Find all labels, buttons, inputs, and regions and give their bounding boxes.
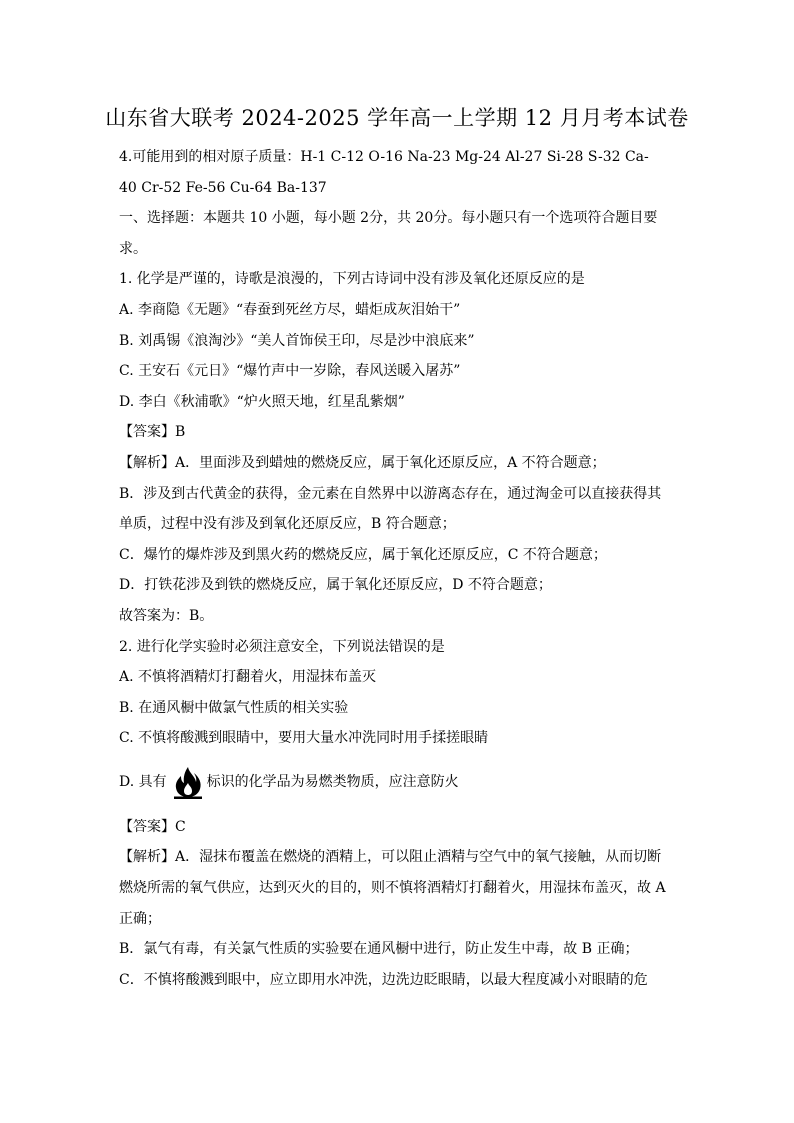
question-1-analysis-line: C．爆竹的爆炸涉及到黑火药的燃烧反应，属于氧化还原反应，C 不符合题意； xyxy=(119,546,607,563)
question-1-analysis-line: 单质，过程中没有涉及到氧化还原反应，B 符合题意； xyxy=(119,516,456,533)
section-heading-line: 一、选择题：本题共 10 小题，每小题 2分，共 20分。每小题只有一个选项符合题目要 xyxy=(119,210,658,227)
question-2-option-d-suffix: 标识的化学品为易燃类物质，应注意防火 xyxy=(206,773,459,790)
question-2-option-a: A. 不慎将酒精灯打翻着火，用湿抹布盖灭 xyxy=(119,669,377,686)
question-2-analysis-line: 燃烧所需的氧气供应，达到灭火的目的，则不慎将酒精灯打翻着火，用湿抹布盖灭，故 A xyxy=(119,880,666,897)
question-1-option-d: D. 李白《秋浦歌》“炉火照天地，红星乱紫烟” xyxy=(119,393,405,410)
question-2-analysis-line: C．不慎将酸溅到眼中，应立即用水冲洗，边洗边眨眼睛，以最大程度减小对眼睛的危 xyxy=(119,971,648,988)
exam-title: 山东省大联考 2024-2025 学年高一上学期 12 月月考本试卷 xyxy=(105,106,689,130)
question-2-option-b: B. 在通风橱中做氯气性质的相关实验 xyxy=(119,699,349,716)
question-1-option-c: C. 王安石《元日》“爆竹声中一岁除，春风送暖入屠苏” xyxy=(119,363,461,380)
question-2-analysis-line: 【解析】A．湿抹布覆盖在燃烧的酒精上，可以阻止酒精与空气中的氧气接触，从而切断 xyxy=(119,849,662,866)
atomic-mass-note-line: 4.可能用到的相对原子质量：H-1 C-12 O-16 Na-23 Mg-24 Al-27 Si-28 S-32 Ca- xyxy=(119,149,649,165)
question-2-analysis-line: 正确； xyxy=(119,910,161,927)
question-1-option-a: A. 李商隐《无题》“春蚕到死丝方尽，蜡炬成灰泪始干” xyxy=(119,301,461,318)
question-1-answer: 【答案】B xyxy=(119,424,186,441)
question-1-stem: 1. 化学是严谨的，诗歌是浪漫的，下列古诗词中没有涉及氧化还原反应的是 xyxy=(119,271,585,288)
question-1-analysis-line: 故答案为：B。 xyxy=(119,607,214,624)
question-2-answer: 【答案】C xyxy=(119,818,186,835)
question-1-analysis-line: B．涉及到古代黄金的获得，金元素在自然界中以游离态存在，通过淘金可以直接获得其 xyxy=(119,485,662,502)
question-2-option-d xyxy=(119,756,679,808)
question-2-option-c: C. 不慎将酸溅到眼睛中，要用大量水冲洗同时用手揉搓眼睛 xyxy=(119,730,489,747)
document-body xyxy=(119,142,679,995)
question-2-option-d-prefix: D. 具有 xyxy=(119,773,167,790)
question-1-analysis-line: D．打铁花涉及到铁的燃烧反应，属于氧化还原反应，D 不符合题意； xyxy=(119,577,552,594)
atomic-mass-note-line: 40 Cr-52 Fe-56 Cu-64 Ba-137 xyxy=(119,179,327,196)
section-heading-line: 求。 xyxy=(119,240,147,257)
question-2-stem: 2. 进行化学实验时必须注意安全，下列说法错误的是 xyxy=(119,638,445,655)
question-1-option-b: B. 刘禹锡《浪淘沙》“美人首饰侯王印，尽是沙中浪底来” xyxy=(119,332,475,349)
question-2-analysis-line: B．氯气有毒，有关氯气性质的实验要在通风橱中进行，防止发生中毒，故 B 正确； xyxy=(119,941,639,958)
question-1-analysis-line: 【解析】A．里面涉及到蜡烛的燃烧反应，属于氧化还原反应，A 不符合题意； xyxy=(119,454,606,471)
flammable-fire-icon xyxy=(171,765,205,799)
